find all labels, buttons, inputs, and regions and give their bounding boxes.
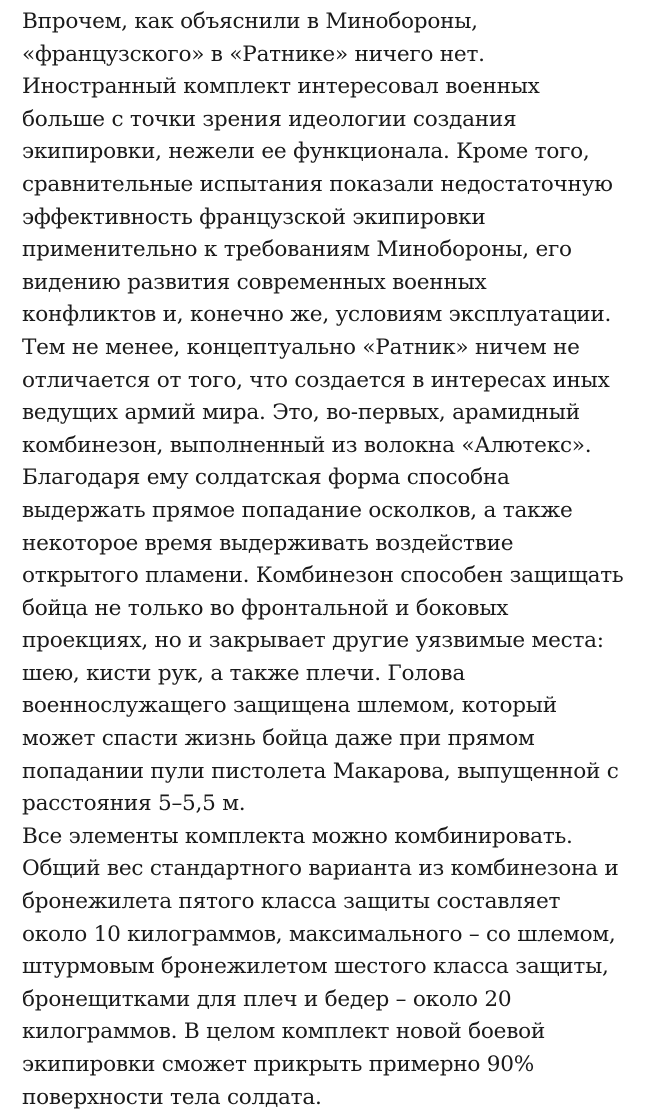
- text-line: эффективность французской экипировки: [22, 204, 486, 230]
- text-line: выдержать прямое попадание осколков, а также: [22, 497, 573, 523]
- text-line: конфликтов и, конечно же, условиям эксплуатации.: [22, 302, 612, 328]
- text-line: видению развития современных военных: [22, 269, 487, 295]
- text-line: применительно к требованиям Минобороны, его: [22, 237, 572, 263]
- text-line: экипировки, нежели ее функционала. Кроме того,: [22, 139, 590, 165]
- text-line: расстояния 5–5,5 м.: [22, 791, 246, 817]
- text-line: сравнительные испытания показали недостаточную: [22, 171, 613, 197]
- text-line: штурмовым бронежилетом шестого класса защиты,: [22, 954, 609, 980]
- text-line: «французского» в «Ратнике» ничего нет.: [22, 41, 485, 67]
- text-line: ведущих армий мира. Это, во-первых, арамидный: [22, 400, 580, 426]
- text-line: поверхности тела солдата.: [22, 1084, 322, 1110]
- paragraph-1: [22, 6, 642, 821]
- text-line: бронежилета пятого класса защиты составляет: [22, 889, 561, 915]
- text-line: Впрочем, как объяснили в Минобороны,: [22, 9, 478, 34]
- text-line: некоторое время выдерживать воздействие: [22, 530, 514, 556]
- text-line: шею, кисти рук, а также плечи. Голова: [22, 660, 465, 686]
- text-line: попадании пули пистолета Макарова, выпущенной с: [22, 758, 619, 784]
- paragraph-2: [22, 821, 642, 1114]
- text-line: бронещитками для плеч и бедер – около 20: [22, 986, 512, 1012]
- text-line: Тем не менее, концептуально «Ратник» ничем не: [22, 334, 580, 360]
- text-line: больше с точки зрения идеологии создания: [22, 106, 517, 132]
- text-line: отличается от того, что создается в интересах иных: [22, 367, 610, 393]
- text-line: Благодаря ему солдатская форма способна: [22, 465, 510, 491]
- text-line: около 10 килограммов, максимального – со шлемом,: [22, 921, 616, 947]
- text-line: комбинезон, выполненный из волокна «Алютекс».: [22, 432, 592, 458]
- text-line: Все элементы комплекта можно комбинировать.: [22, 823, 573, 849]
- text-line: может спасти жизнь бойца даже при прямом: [22, 726, 535, 752]
- text-line: бойца не только во фронтальной и боковых: [22, 595, 509, 621]
- article-text: [22, 6, 642, 1114]
- text-line: военнослужащего защищена шлемом, который: [22, 693, 557, 719]
- text-line: Иностранный комплект интересовал военных: [22, 74, 540, 100]
- text-line: килограммов. В целом комплект новой боевой: [22, 1019, 545, 1045]
- text-line: открытого пламени. Комбинезон способен защищать: [22, 563, 624, 589]
- text-line: Общий вес стандартного варианта из комбинезона и: [22, 856, 619, 882]
- text-line: экипировки сможет прикрыть примерно 90%: [22, 1052, 535, 1077]
- text-line: проекциях, но и закрывает другие уязвимые места:: [22, 628, 604, 654]
